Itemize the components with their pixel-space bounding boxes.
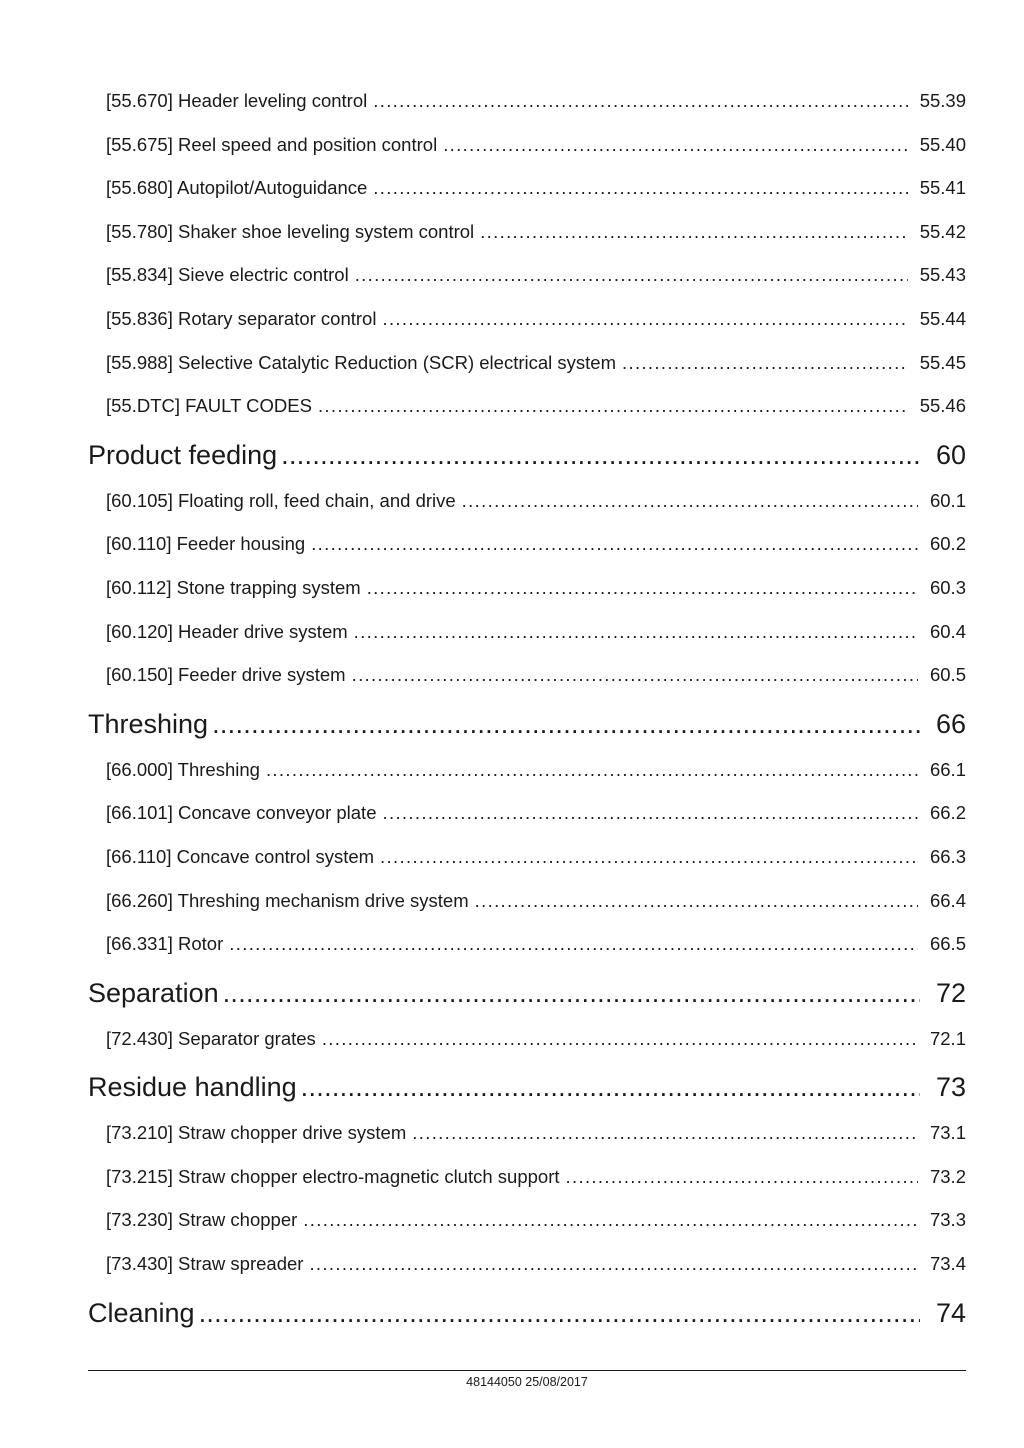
dot-leader [373,166,908,210]
toc-entry[interactable] [88,123,966,167]
toc-entry[interactable] [88,253,966,297]
dot-leader [382,791,918,835]
toc-entry-page: 55.45 [919,351,966,373]
toc-section-product-feeding[interactable] [88,429,966,481]
toc-entry-page: 66.2 [929,802,966,824]
dot-leader [199,1287,920,1339]
toc-entry[interactable] [88,748,966,792]
dot-leader [303,1198,918,1242]
toc-entry-label: [73.230] Straw chopper [106,1209,298,1231]
toc-section-cleaning[interactable] [88,1287,966,1339]
toc-entry-page: 60.3 [929,576,966,598]
toc-section-title: Separation [88,977,219,1008]
toc-section-page: 74 [935,1297,966,1328]
toc-entry-page: 55.39 [919,90,966,111]
toc-entry-label: [55.670] Header leveling control [106,90,368,111]
dot-leader [352,653,918,697]
toc-entry-page: 72.1 [929,1027,966,1049]
toc-entry-label: [55.988] Selective Catalytic Reduction (SCR) electrical system [106,351,616,373]
dot-leader [322,1017,918,1061]
dot-leader [309,1242,918,1286]
dot-leader [318,384,908,428]
toc-entry[interactable] [88,1111,966,1155]
toc-entry-label: [73.215] Straw chopper electro-magnetic clutch support [106,1165,560,1187]
toc-entry-label: [60.110] Feeder housing [106,533,306,555]
toc-entry[interactable] [88,479,966,523]
toc-entry[interactable] [88,1198,966,1242]
toc-entry-label: [66.101] Concave conveyor plate [106,802,377,824]
toc-entry[interactable] [88,1242,966,1286]
dot-leader [480,210,908,254]
toc-entry-page: 55.43 [919,264,966,286]
toc-entry[interactable] [88,922,966,966]
toc-entry-label: [55.836] Rotary separator control [106,307,377,329]
dot-leader [367,566,918,610]
toc-entry-page: 60.4 [929,620,966,642]
toc-entry-page: 66.5 [929,933,966,955]
toc-entry-page: 66.4 [929,889,966,911]
toc-entry[interactable] [88,166,966,210]
toc-section-title: Cleaning [88,1297,195,1328]
toc-entry[interactable] [88,566,966,610]
toc-section-page: 72 [935,977,966,1008]
toc-entry-page: 60.2 [929,533,966,555]
table-of-contents [88,79,966,1337]
dot-leader [373,79,908,123]
toc-entry[interactable] [88,610,966,654]
toc-entry-label: [66.331] Rotor [106,933,224,955]
dot-leader [223,967,920,1019]
dot-leader [566,1155,919,1199]
toc-section-page: 66 [935,708,966,739]
toc-entry[interactable] [88,341,966,385]
toc-entry-page: 66.1 [929,758,966,780]
toc-entry-page: 55.40 [919,133,966,155]
toc-entry[interactable] [88,653,966,697]
dot-leader [354,610,918,654]
toc-entry[interactable] [88,835,966,879]
toc-entry-page: 55.44 [919,307,966,329]
toc-section-threshing[interactable] [88,698,966,750]
toc-section-separation[interactable] [88,967,966,1019]
toc-entry-label: [55.680] Autopilot/Autoguidance [106,177,368,199]
toc-entry-page: 66.3 [929,845,966,867]
toc-section-title: Residue handling [88,1072,297,1103]
toc-entry-page: 60.5 [929,664,966,686]
toc-entry-label: [60.112] Stone trapping system [106,576,361,598]
dot-leader [212,698,920,750]
dot-leader [475,879,918,923]
toc-entry-page: 73.2 [929,1165,966,1187]
toc-entry-page: 73.1 [929,1122,966,1144]
toc-entry[interactable] [88,1155,966,1199]
toc-entry-page: 73.4 [929,1253,966,1275]
toc-entry[interactable] [88,791,966,835]
toc-entry-label: [60.150] Feeder drive system [106,664,346,686]
toc-entry-page: 55.46 [919,395,966,417]
toc-section-residue-handling[interactable] [88,1061,966,1113]
dot-leader [266,748,918,792]
toc-entry[interactable] [88,1017,966,1061]
toc-entry-page: 55.42 [919,220,966,242]
dot-leader [462,479,918,523]
dot-leader [355,253,908,297]
dot-leader [382,297,908,341]
dot-leader [229,922,918,966]
toc-entry-label: [60.105] Floating roll, feed chain, and drive [106,489,456,511]
toc-entry-label: [55.780] Shaker shoe leveling system control [106,220,475,242]
dot-leader [281,429,920,481]
toc-entry-label: [55.DTC] FAULT CODES [106,395,312,417]
toc-entry-label: [72.430] Separator grates [106,1027,316,1049]
toc-entry-label: [55.834] Sieve electric control [106,264,349,286]
footer-rule [88,1370,966,1371]
toc-entry[interactable] [88,210,966,254]
toc-entry-label: [66.000] Threshing [106,758,260,780]
toc-entry-label: [66.260] Threshing mechanism drive system [106,889,469,911]
toc-entry[interactable] [88,522,966,566]
toc-entry[interactable] [88,297,966,341]
toc-section-page: 73 [935,1072,966,1103]
toc-section-title: Product feeding [88,439,278,470]
dot-leader [380,835,918,879]
toc-section-page: 60 [935,439,966,470]
dot-leader [622,341,908,385]
footer-doc-id: 48144050 25/08/2017 [466,1375,588,1389]
dot-leader [412,1111,918,1155]
toc-entry-page: 60.1 [929,489,966,511]
toc-entry[interactable] [88,879,966,923]
dot-leader [301,1061,920,1113]
toc-entry[interactable] [88,79,966,123]
toc-section-title: Threshing [88,708,209,739]
toc-entry-page: 73.3 [929,1209,966,1231]
toc-entry-label: [66.110] Concave control system [106,845,375,867]
toc-entry[interactable] [88,384,966,428]
dot-leader [443,123,908,167]
toc-entry-label: [73.430] Straw spreader [106,1253,304,1275]
dot-leader [311,522,918,566]
toc-entry-label: [55.675] Reel speed and position control [106,133,438,155]
toc-entry-label: [60.120] Header drive system [106,620,348,642]
toc-entry-label: [73.210] Straw chopper drive system [106,1122,407,1144]
toc-entry-page: 55.41 [919,177,966,199]
